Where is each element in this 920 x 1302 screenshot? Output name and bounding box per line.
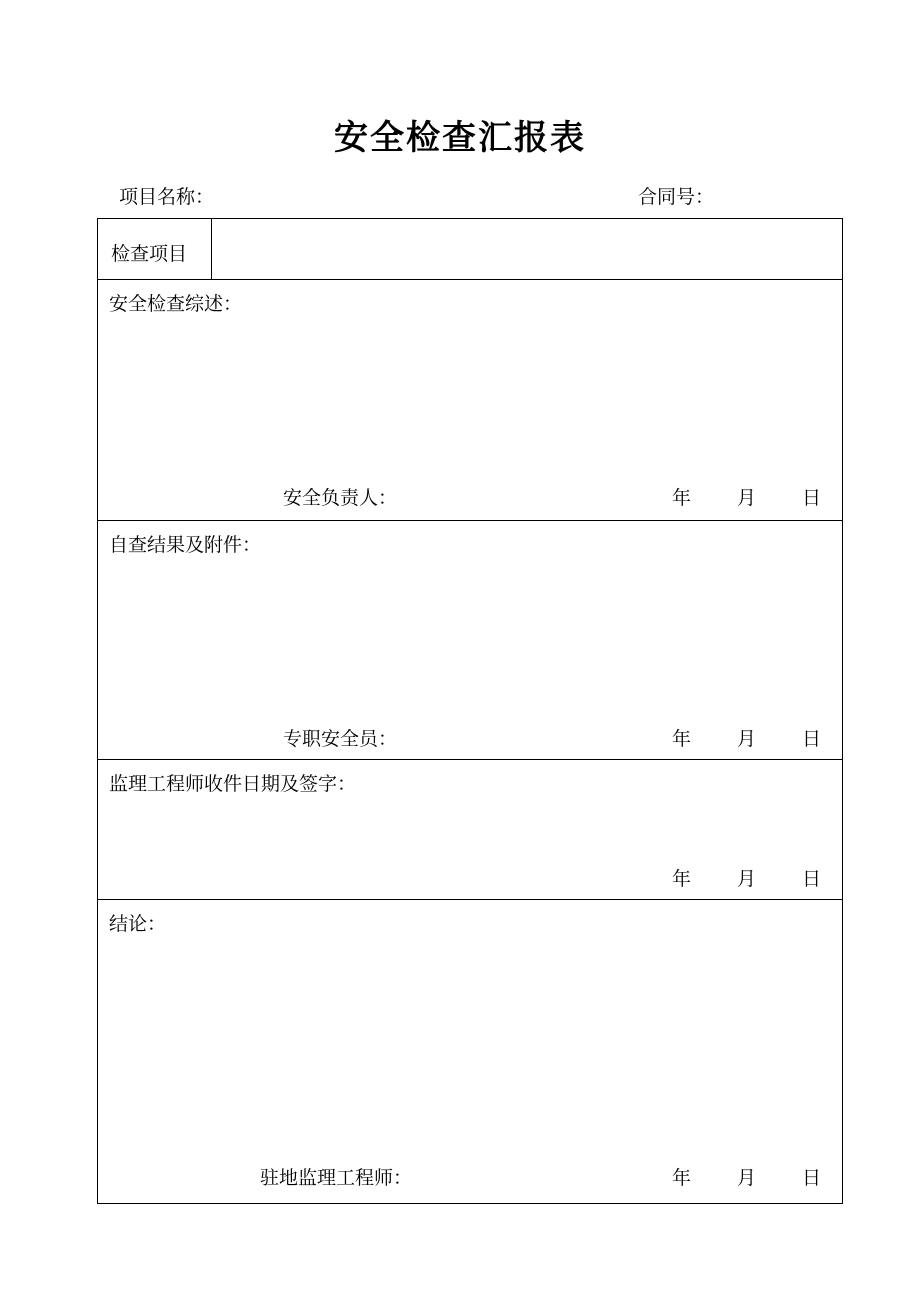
month-label: 月 <box>737 728 757 750</box>
year-label: 年 <box>672 728 692 750</box>
project-name-label: 项目名称： <box>119 186 215 208</box>
page-title: 安全检查汇报表 <box>334 118 586 158</box>
safety-officer-label: 安全负责人： <box>283 487 398 509</box>
summary-section-label: 安全检查综述： <box>109 293 243 315</box>
month-label: 月 <box>737 1167 757 1189</box>
day-label: 日 <box>802 1167 822 1189</box>
row-divider <box>98 520 842 521</box>
conclusion-section-label: 结论： <box>109 913 167 935</box>
row-divider <box>98 899 842 900</box>
day-label: 日 <box>802 868 822 890</box>
safety-inspection-form <box>97 218 843 1204</box>
month-label: 月 <box>737 487 757 509</box>
inspection-item-divider <box>211 219 212 279</box>
year-label: 年 <box>672 868 692 890</box>
day-label: 日 <box>802 728 822 750</box>
resident-engineer-label: 驻地监理工程师： <box>260 1167 413 1189</box>
year-label: 年 <box>672 1167 692 1189</box>
self-check-section-label: 自查结果及附件： <box>109 534 262 556</box>
month-label: 月 <box>737 868 757 890</box>
row-divider <box>98 759 842 760</box>
safety-staff-label: 专职安全员： <box>283 728 398 750</box>
contract-no-label: 合同号： <box>638 186 715 208</box>
day-label: 日 <box>802 487 822 509</box>
engineer-receipt-section-label: 监理工程师收件日期及签字： <box>109 773 357 795</box>
inspection-item-label: 检查项目 <box>111 243 188 265</box>
row-divider <box>98 279 842 280</box>
year-label: 年 <box>672 487 692 509</box>
